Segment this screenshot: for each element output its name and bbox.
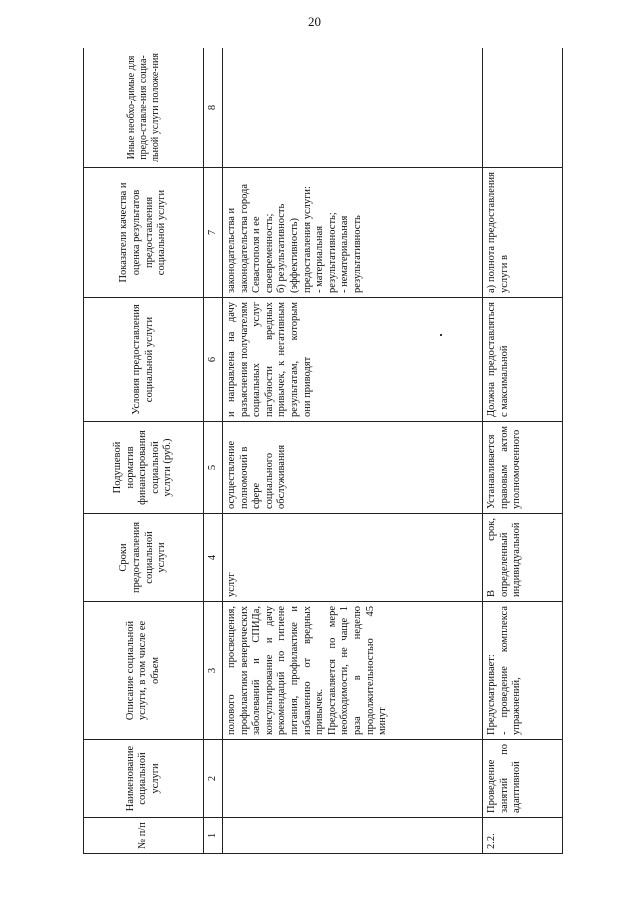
other-cell [483, 48, 563, 168]
row-number-cell [223, 818, 483, 854]
services-table [83, 48, 563, 854]
column-number: 5 [204, 422, 223, 514]
table-header-row [84, 48, 204, 854]
table-row [483, 48, 563, 854]
column-number-row [204, 48, 223, 854]
header-number: № п/п [84, 818, 204, 854]
column-number: 7 [204, 168, 223, 298]
column-number: 2 [204, 740, 223, 818]
column-number: 3 [204, 602, 223, 740]
scan-speck [440, 334, 442, 336]
funding-cell: Устанавливается правовым актом уполномоченного [483, 422, 563, 514]
funding-cell: осуществление полномочий в сфере социального обслуживания [223, 422, 483, 514]
table-row [223, 48, 483, 854]
conditions-cell: Должна предоставляться с максимальной [483, 298, 563, 422]
row-number-cell: 2.2. [483, 818, 563, 854]
page-number: 20 [308, 14, 321, 29]
quality-cell: а) полнота предоставления услуги в [483, 168, 563, 298]
conditions-cell: и направлена на дачу разъяснения получателям социальных услуг пагубности вредных привычек, к негативным результатам, которым они приводят [223, 298, 483, 422]
column-number: 1 [204, 818, 223, 854]
service-name-cell [223, 740, 483, 818]
table-wrapper [83, 48, 563, 854]
column-number: 4 [204, 514, 223, 602]
description-cell: полового просвещения, профилактики венерических заболеваний и СПИДа, консультирование и дачу рекомендаций по гигиене питания, профилактике и избавлению от вредных привычек. Предоставляется по мере необходимости, не чаще 1 раза в неделю продолжительностью 45 минут [223, 602, 483, 740]
header-terms: Сроки предоставления социальной услуги [84, 514, 204, 602]
header-quality: Показатели качества и оценка результатов предоставления социальной услуги [84, 168, 204, 298]
header-description: Описание социальной услуги, в том числе ее объем [84, 602, 204, 740]
header-conditions: Условия предоставления социальной услуги [84, 298, 204, 422]
column-number: 8 [204, 48, 223, 168]
terms-cell: В срок, определенный индивидуальной [483, 514, 563, 602]
quality-cell: законодательства и законодательства города Севастополя и ее своевременность; б) результативность (эффективность) предоставления услуги: - материальная результативность; - нематериальная результативность [223, 168, 483, 298]
other-cell [223, 48, 483, 168]
service-name-cell: Проведение занятий по адаптивной [483, 740, 563, 818]
rotated-table-frame [83, 48, 563, 854]
header-other: Иные необхо-димые для предо-ставле-ния социа-льной услуги положе-ния [84, 48, 204, 168]
header-funding: Подушевой норматив финансирования социальной услуги (руб.) [84, 422, 204, 514]
terms-cell: услуг [223, 514, 483, 602]
column-number: 6 [204, 298, 223, 422]
description-cell: Предусматривает: - проведение комплекса упражнений, [483, 602, 563, 740]
header-service-name: Наименование социальной услуги [84, 740, 204, 818]
